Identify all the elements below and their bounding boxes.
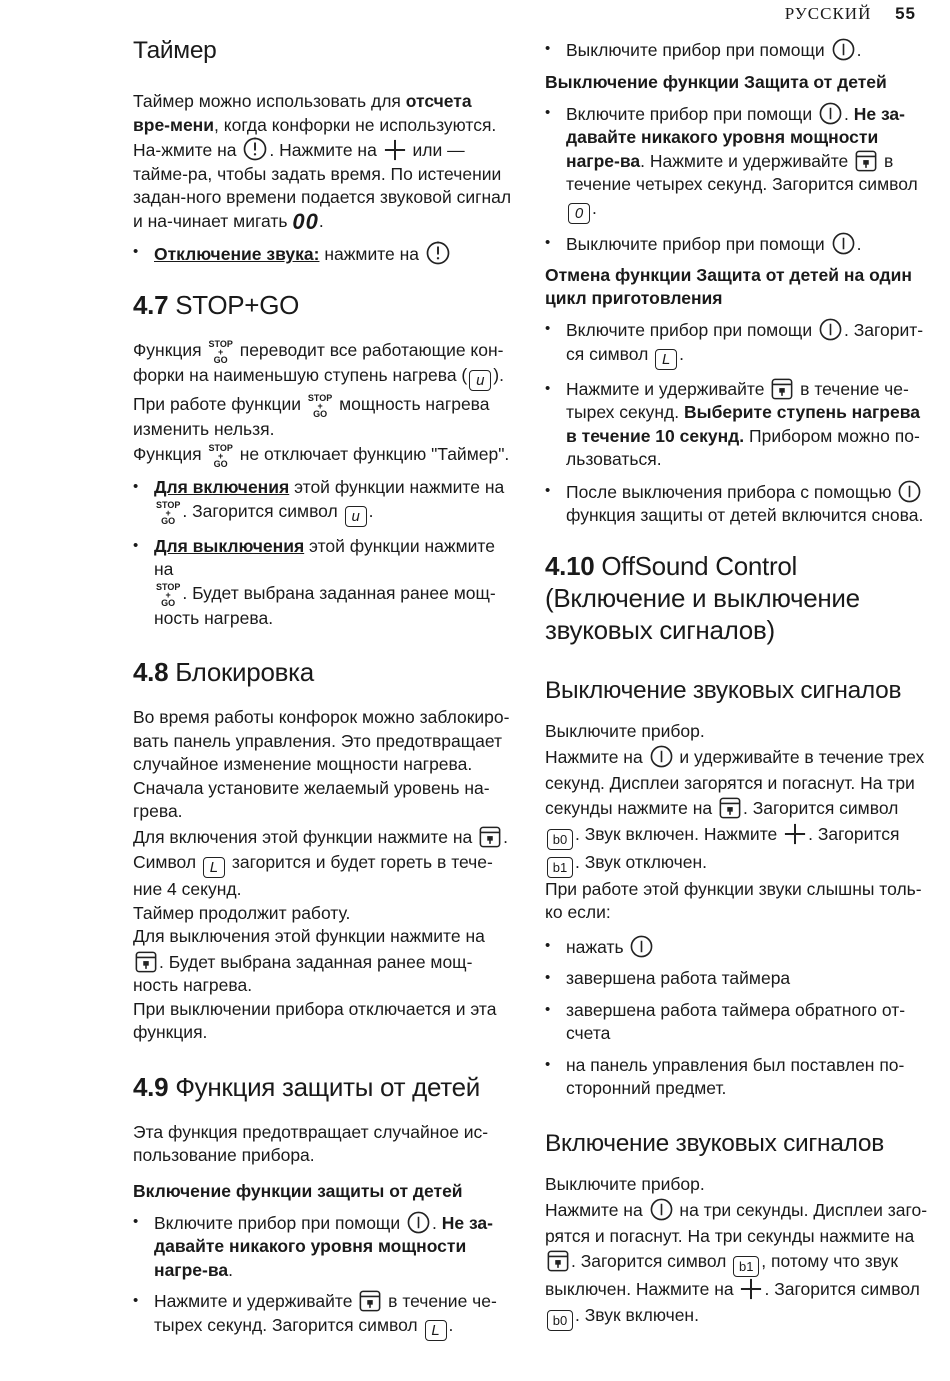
child-continued-list bbox=[545, 38, 930, 63]
text: Таймер можно использовать для bbox=[133, 91, 406, 111]
text: и удерживайте в течение трех секунд. Дисплеи загорятся и погаснут. На три секунды нажмите на bbox=[545, 747, 925, 818]
text-bold: Отключение звука: bbox=[154, 244, 320, 264]
stopgo-heading bbox=[133, 289, 513, 321]
lock-symbol: L bbox=[203, 857, 225, 878]
list-item bbox=[545, 232, 930, 257]
text: . Звук отключен. bbox=[575, 851, 708, 872]
sound-off-paragraph-1: Выключите прибор. bbox=[545, 720, 705, 741]
text: . Звук включен. bbox=[575, 1304, 699, 1325]
right-column bbox=[545, 38, 930, 1339]
section-title: OffSound Control (Включение и выключение звуковых сигналов) bbox=[545, 550, 860, 645]
section-title: Блокировка bbox=[175, 657, 314, 687]
list-item: • завершена работа таймера обратного от-счета bbox=[545, 999, 930, 1046]
zero-symbol: 0 bbox=[568, 203, 590, 224]
text: Нажмите и удерживайте bbox=[154, 1291, 358, 1311]
section-number: 4.9 bbox=[133, 1071, 169, 1102]
lock-icon bbox=[359, 1290, 381, 1312]
sound-off-symbol: b1 bbox=[733, 1256, 759, 1277]
lock-paragraph-2: Сначала установите желаемый уровень на-грева. bbox=[133, 777, 490, 821]
child-off-heading: Выключение функции Защита от детей bbox=[545, 71, 887, 92]
sound-on-symbol: b0 bbox=[547, 829, 573, 850]
text: загорится и будет гореть в тече-ние 4 секунд. bbox=[133, 852, 493, 899]
sound-conditions-list bbox=[545, 935, 930, 1101]
text-bold: Для включения bbox=[154, 477, 290, 497]
text: Нажмите на bbox=[545, 747, 648, 767]
text: , потому что звук выключен. Нажмите на bbox=[545, 1251, 899, 1299]
text: После выключения прибора с помощью bbox=[566, 481, 897, 502]
text: мощность нагрева изменить нельзя. bbox=[133, 393, 490, 439]
text-bold: Не за-давайте никакого уровня мощности нагре-ва bbox=[154, 1212, 493, 1280]
lock-paragraph-4 bbox=[133, 851, 513, 902]
list-item bbox=[545, 102, 930, 224]
text: . bbox=[592, 197, 597, 218]
text: Для включения этой функции нажмите на bbox=[133, 826, 478, 847]
list-item bbox=[133, 241, 513, 267]
sound-off-heading: Выключение звуковых сигналов bbox=[545, 676, 902, 704]
left-column bbox=[133, 36, 513, 1349]
power-icon bbox=[832, 38, 855, 61]
page-number: 55 bbox=[895, 4, 916, 23]
lock-paragraph-8: При выключении прибора отключается и эта функция. bbox=[133, 998, 497, 1042]
text: . bbox=[228, 1259, 233, 1280]
text: . Загорится символ bbox=[742, 798, 899, 818]
sound-on-paragraph-2 bbox=[545, 1198, 930, 1331]
text: . Загорится символ bbox=[182, 500, 343, 521]
text: . Загорится bbox=[808, 823, 900, 844]
plus-icon bbox=[384, 139, 406, 161]
text: Прибором можно по-льзоваться. bbox=[566, 425, 920, 469]
list-item: • завершена работа таймера bbox=[545, 967, 930, 991]
lock-icon bbox=[771, 378, 793, 400]
power-icon bbox=[630, 935, 653, 958]
stopgo-paragraph-3 bbox=[133, 443, 513, 468]
child-paragraph: Эта функция предотвращает случайное ис-пользование прибора. bbox=[133, 1121, 489, 1165]
lock-icon bbox=[547, 1250, 569, 1272]
list-item bbox=[545, 480, 930, 528]
text: . Звук включен. Нажмите bbox=[575, 823, 783, 844]
text: . bbox=[856, 233, 862, 254]
timer-heading: Таймер bbox=[133, 37, 217, 64]
text: нажать bbox=[566, 936, 629, 957]
text: Включите прибор при помощи bbox=[154, 1212, 405, 1233]
text: Функция bbox=[133, 444, 207, 464]
text: . bbox=[368, 500, 374, 521]
list-item bbox=[133, 1211, 513, 1283]
lock-icon bbox=[479, 826, 501, 848]
offsound-heading bbox=[545, 550, 930, 646]
lock-icon bbox=[855, 150, 877, 172]
list-item bbox=[545, 935, 930, 960]
timer-list bbox=[133, 241, 513, 267]
list-item: • на панель управления был поставлен по-сторонний предмет. bbox=[545, 1054, 930, 1101]
stop-go-icon: STOP + GO bbox=[307, 392, 333, 419]
text-bold: отсчета вре-мени bbox=[133, 91, 472, 135]
text: . bbox=[503, 826, 509, 847]
child-heading bbox=[133, 1071, 513, 1103]
child-on-heading: Включение функции защиты от детей bbox=[133, 1180, 463, 1201]
plus-icon bbox=[740, 1278, 762, 1300]
sound-off-symbol: b1 bbox=[547, 857, 573, 878]
text: . Будет выбрана заданная ранее мощ-ность нагрева. bbox=[154, 582, 496, 628]
timer-icon bbox=[243, 137, 267, 161]
list-item bbox=[133, 476, 513, 527]
text: . bbox=[318, 210, 324, 231]
stopgo-paragraph-2 bbox=[133, 393, 513, 442]
lock-paragraph-6: Для выключения этой функции нажмите на bbox=[133, 926, 485, 946]
text: Выключите прибор при помощи bbox=[566, 40, 830, 60]
text: Нажмите на bbox=[545, 1200, 648, 1220]
text: в течение че-тырех секунд. bbox=[566, 378, 909, 422]
sound-on-paragraph-1: Выключите прибор. bbox=[545, 1173, 705, 1194]
text: . Нажмите и удерживайте bbox=[640, 150, 854, 171]
text-bold: Не за-давайте никакого уровня мощности нагре-ва bbox=[566, 103, 905, 171]
text: . Загорится символ bbox=[764, 1279, 920, 1299]
lock-icon bbox=[719, 797, 741, 819]
lock-icon bbox=[135, 951, 157, 973]
sound-off-paragraph-3: При работе этой функции звуки слышны толь-ко если: bbox=[545, 878, 922, 922]
text: . bbox=[448, 1314, 454, 1335]
power-icon bbox=[819, 102, 842, 125]
lock-paragraph-7 bbox=[133, 951, 513, 998]
list-item bbox=[545, 378, 930, 472]
text: или — тайме-ра, чтобы задать время. По истечении задан-ного времени подается звуковой сигнал и на-чинает мигать bbox=[133, 140, 512, 231]
text: . Загорится символ bbox=[571, 1251, 732, 1271]
text: нажмите на bbox=[319, 244, 424, 264]
text: в течение четырех секунд. Загорится символ bbox=[566, 150, 918, 194]
lock-paragraph-3 bbox=[133, 826, 513, 850]
lock-heading bbox=[133, 656, 513, 688]
text-bold: Для выключения bbox=[154, 535, 305, 556]
stop-go-icon: STOP + GO bbox=[156, 499, 181, 526]
text: . Нажмите на bbox=[269, 140, 382, 160]
text: Нажмите и удерживайте bbox=[566, 378, 770, 399]
text: переводит все работающие кон-форки на наименьшую ступень нагрева ( bbox=[133, 339, 504, 385]
timer-icon bbox=[426, 241, 450, 265]
stop-go-icon: STOP + GO bbox=[156, 581, 181, 608]
power-icon bbox=[898, 480, 921, 503]
list-item bbox=[133, 535, 513, 631]
text: Включите прибор при помощи bbox=[566, 320, 817, 340]
power-icon bbox=[650, 745, 673, 768]
stopgo-paragraph-1 bbox=[133, 339, 513, 391]
text: ). bbox=[493, 364, 504, 385]
timer-paragraph bbox=[133, 90, 513, 233]
child-cancel-list bbox=[545, 318, 930, 528]
text: Символ bbox=[133, 852, 201, 872]
list-item bbox=[133, 1290, 513, 1341]
text: . Загорит-ся символ bbox=[566, 320, 924, 364]
text: не отключает функцию "Таймер". bbox=[234, 444, 510, 464]
text-bold: Выберите ступень нагрева в течение 10 секунд. bbox=[566, 402, 920, 446]
text: . bbox=[679, 343, 685, 364]
lock-symbol: L bbox=[425, 1320, 447, 1341]
list-item bbox=[545, 38, 930, 63]
power-icon bbox=[832, 232, 855, 255]
section-title: Функция защиты от детей bbox=[175, 1071, 481, 1102]
lowest-level-symbol: u bbox=[469, 370, 491, 391]
child-on-list bbox=[133, 1211, 513, 1341]
lock-symbol: L bbox=[655, 349, 677, 370]
lock-paragraph-5: Таймер продолжит работу. bbox=[133, 902, 351, 923]
stop-go-icon: STOP + GO bbox=[208, 443, 233, 469]
text: При работе функции bbox=[133, 393, 306, 414]
lowest-level-symbol: u bbox=[345, 506, 367, 527]
sound-off-paragraph-2 bbox=[545, 745, 930, 878]
sound-on-symbol: b0 bbox=[547, 1310, 573, 1331]
text: функция защиты от детей включится снова. bbox=[566, 505, 924, 525]
stop-go-icon: STOP + GO bbox=[208, 338, 233, 365]
section-number: 4.7 bbox=[133, 289, 169, 320]
text: этой функции нажмите на bbox=[154, 535, 495, 579]
section-number: 4.10 bbox=[545, 550, 595, 581]
child-off-list bbox=[545, 102, 930, 257]
text: Функция bbox=[133, 339, 207, 360]
sound-on-heading: Включение звуковых сигналов bbox=[545, 1129, 884, 1157]
stopgo-list bbox=[133, 476, 513, 630]
page-header bbox=[785, 4, 916, 24]
list-item bbox=[545, 318, 930, 370]
language-label: РУССКИЙ bbox=[784, 4, 872, 23]
text: . bbox=[843, 103, 854, 124]
lock-paragraph-1: Во время работы конфорок можно заблокиро-вать панель управления. Это предотвращает случайное изменение мощности нагрева. bbox=[133, 707, 510, 774]
power-icon bbox=[407, 1211, 430, 1234]
section-title: STOP+GO bbox=[175, 289, 300, 320]
text: . Будет выбрана заданная ранее мощ-ность нагрева. bbox=[133, 951, 473, 995]
text: . bbox=[856, 40, 862, 60]
text: . bbox=[431, 1212, 442, 1233]
plus-icon bbox=[784, 823, 806, 845]
child-cancel-heading: Отмена функции Защита от детей на один цикл приготовления bbox=[545, 265, 912, 308]
text: Включите прибор при помощи bbox=[566, 103, 817, 124]
blink-display: 00 bbox=[292, 208, 319, 234]
power-icon bbox=[819, 318, 842, 341]
text: на три секунды. Дисплеи заго-рятся и погаснут. На три секунды нажмите на bbox=[545, 1200, 928, 1246]
text: этой функции нажмите на bbox=[289, 477, 505, 497]
section-number: 4.8 bbox=[133, 657, 169, 687]
text: в течение че-тырех секунд. Загорится символ bbox=[154, 1291, 497, 1335]
text: Выключите прибор при помощи bbox=[566, 233, 830, 254]
text: , когда конфорки не используются. На-жмите на bbox=[133, 114, 497, 160]
power-icon bbox=[650, 1198, 673, 1221]
